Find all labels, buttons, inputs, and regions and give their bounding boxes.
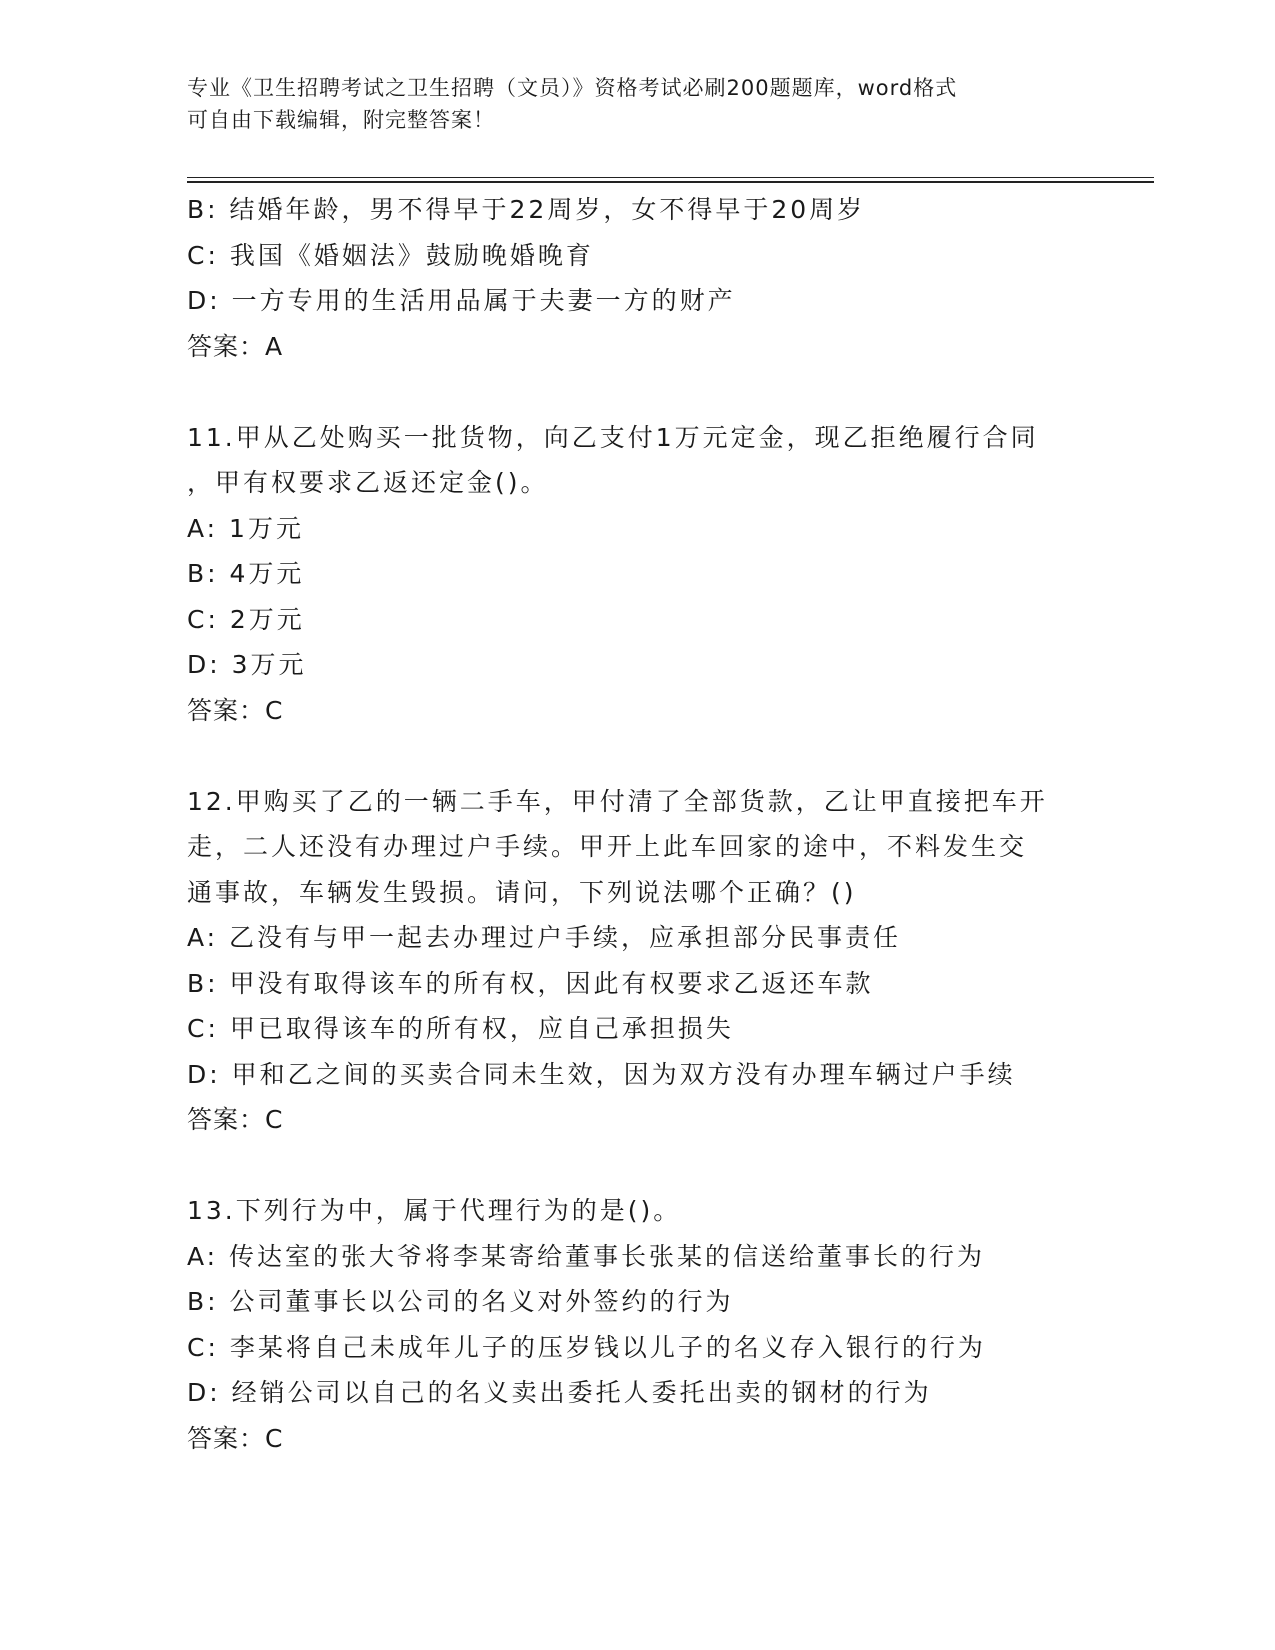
- answer-label: 答案：C: [187, 1105, 284, 1134]
- spacer: [187, 733, 1087, 779]
- document-header: [187, 72, 1067, 136]
- option-a: A: 1万元: [187, 513, 304, 543]
- option-b: B: 4万元: [187, 559, 305, 588]
- option-c: C: 我国《婚姻法》鼓励晚婚晚育: [187, 240, 594, 270]
- spacer: [187, 1143, 1087, 1189]
- option-c: C: 李某将自己未成年儿子的压岁钱以儿子的名义存入银行的行为: [187, 1332, 986, 1362]
- option-b: B: 结婚年龄，男不得早于22周岁，女不得早于20周岁: [187, 195, 866, 224]
- option-a: A: 传达室的张大爷将李某寄给董事长张某的信送给董事长的行为: [187, 1241, 986, 1271]
- question-stem: 13.下列行为中，属于代理行为的是()。: [187, 1196, 682, 1225]
- option-b: B: 甲没有取得该车的所有权，因此有权要求乙返还车款: [187, 968, 874, 998]
- answer-label: 答案：C: [187, 1423, 284, 1453]
- question-block-12: [187, 779, 1087, 1143]
- question-stem: ，甲有权要求乙返还定金()。: [187, 468, 549, 497]
- question-block-11: [187, 415, 1087, 734]
- answer-label: 答案：C: [187, 695, 284, 725]
- header-divider-thin: [187, 177, 1154, 178]
- header-divider-thick: [187, 181, 1154, 183]
- option-d: D: 经销公司以自己的名义卖出委托人委托出卖的钢材的行为: [187, 1378, 932, 1407]
- option-a: A: 乙没有与甲一起去办理过户手续，应承担部分民事责任: [187, 923, 902, 952]
- option-c: C: 2万元: [187, 604, 305, 634]
- option-d: D: 一方专用的生活用品属于夫妻一方的财产: [187, 286, 736, 315]
- spacer: [187, 369, 1087, 415]
- option-c: C: 甲已取得该车的所有权，应自己承担损失: [187, 1014, 734, 1043]
- question-stem: 通事故，车辆发生毁损。请问，下列说法哪个正确？(): [187, 877, 857, 907]
- question-block-13: [187, 1188, 1087, 1461]
- question-stem: 走，二人还没有办理过户手续。甲开上此车回家的途中，不料发生交: [187, 832, 1028, 861]
- question-stem: 12.甲购买了乙的一辆二手车，甲付清了全部货款，乙让甲直接把车开: [187, 786, 1048, 816]
- option-b: B: 公司董事长以公司的名义对外签约的行为: [187, 1287, 734, 1316]
- question-block-prev: [187, 187, 1087, 369]
- option-d: D: 甲和乙之间的买卖合同未生效，因为双方没有办理车辆过户手续: [187, 1059, 1016, 1089]
- question-list: [187, 187, 1087, 1461]
- option-d: D: 3万元: [187, 650, 307, 679]
- header-title-line-1: 专业《卫生招聘考试之卫生招聘（文员）》资格考试必刷200题题库，word格式: [187, 76, 958, 100]
- answer-label: 答案：A: [187, 331, 284, 361]
- header-title-line-2: 可自由下载编辑，附完整答案！: [187, 108, 495, 132]
- question-stem: 11.甲从乙处购买一批货物，向乙支付1万元定金，现乙拒绝履行合同: [187, 422, 1039, 452]
